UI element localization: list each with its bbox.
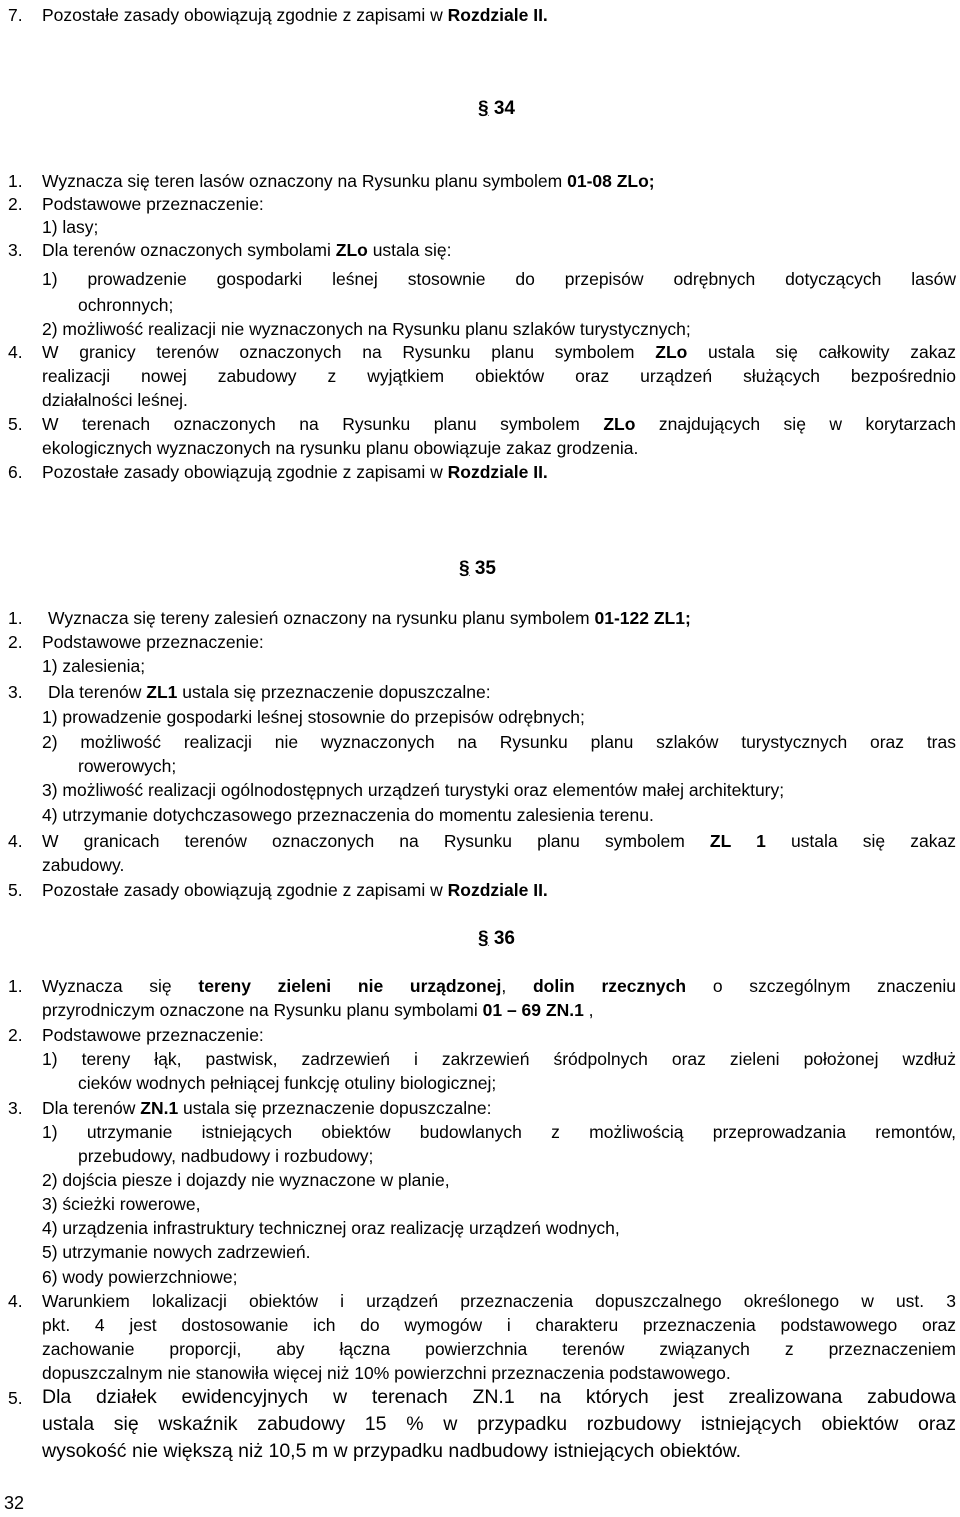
section-heading: § 35 (459, 558, 496, 579)
list-item: 2) dojścia piesze i dojazdy nie wyznaczone w planie, (42, 1170, 450, 1190)
paragraph-line: realizacji nowej zabudowy z wyjątkiem obiektów oraz urządzeń służących bezpośrednio (42, 366, 956, 386)
paragraph-line: dopuszczalnym nie stanowiła więcej niż 10% powierzchni przeznaczenia podstawowego. (42, 1363, 731, 1383)
paragraph-line: Podstawowe przeznaczenie: (42, 632, 264, 652)
list-item-continuation: ochronnych; (78, 295, 174, 315)
item-number: 2. (8, 632, 23, 652)
list-item: 1) prowadzenie gospodarki leśnej stosownie do przepisów odrębnych; (42, 707, 585, 727)
list-item: 3) możliwość realizacji ogólnodostępnych urządzeń turystyki oraz elementów małej architektury; (42, 780, 785, 800)
paragraph-line: Dla terenów ZN.1 ustala się przeznaczenie dopuszczalne: (42, 1098, 492, 1118)
item-number: 3. (8, 1098, 23, 1118)
item-number: 2. (8, 194, 23, 214)
item-number: 7. (8, 5, 23, 25)
item-number: 3. (8, 682, 23, 702)
paragraph-line: W granicach terenów oznaczonych na Rysunku planu symbolem ZL 1 ustala się zakaz (42, 831, 956, 851)
list-item-continuation: rowerowych; (78, 756, 177, 776)
list-item: 1) utrzymanie istniejących obiektów budowlanych z możliwością przeprowadzania remontów, (42, 1122, 956, 1142)
paragraph-line: Dla terenów oznaczonych symbolami ZLo ustala się: (42, 240, 452, 260)
list-item-continuation: cieków wodnych pełniącej funkcję otuliny biologicznej; (78, 1073, 497, 1093)
paragraph-line: zachowanie proporcji, aby łączna powierzchnia terenów związanych z przeznaczeniem (42, 1339, 956, 1359)
item-number: 1. (8, 171, 23, 191)
paragraph-line: Wyznacza się tereny zieleni nie urządzonej, dolin rzecznych o szczególnym znaczeniu (42, 976, 956, 996)
item-number: 5. (8, 880, 23, 900)
paragraph-line: Pozostałe zasady obowiązują zgodnie z zapisami w Rozdziale II. (42, 462, 548, 482)
paragraph-line: wysokość nie większą niż 10,5 m w przypadku nadbudowy istniejących obiektów. (42, 1440, 742, 1462)
item-number: 6. (8, 462, 23, 482)
item-number: 4. (8, 831, 23, 851)
section-heading: § 34 (478, 98, 515, 119)
paragraph-line: Wyznacza się teren lasów oznaczony na Rysunku planu symbolem 01-08 ZLo; (42, 171, 655, 191)
item-number: 4. (8, 342, 23, 362)
item-number: 5. (8, 1388, 23, 1408)
item-number: 3. (8, 240, 23, 260)
list-item: 4) urządzenia infrastruktury technicznej oraz realizację urządzeń wodnych, (42, 1218, 620, 1238)
list-item: 1) lasy; (42, 217, 99, 237)
paragraph-line: Warunkiem lokalizacji obiektów i urządzeń przeznaczenia dopuszczalnego określonego w ust. 3 (42, 1291, 956, 1311)
list-item: 1) prowadzenie gospodarki leśnej stosownie do przepisów odrębnych dotyczących lasów (42, 269, 956, 289)
page-number: 32 (4, 1493, 25, 1513)
list-item: 1) zalesienia; (42, 656, 146, 676)
item-number: 5. (8, 414, 23, 434)
paragraph-line: zabudowy. (42, 855, 125, 875)
item-number: 1. (8, 976, 23, 996)
list-item: 1) tereny łąk, pastwisk, zadrzewień i zakrzewień śródpolnych oraz zieleni położonej wzdłuż (42, 1049, 956, 1069)
paragraph-line: W granicy terenów oznaczonych na Rysunku planu symbolem ZLo ustala się całkowity zakaz (42, 342, 956, 362)
list-item: 2) możliwość realizacji nie wyznaczonych na Rysunku planu szlaków turystycznych oraz tras (42, 732, 956, 752)
list-item: 2) możliwość realizacji nie wyznaczonych na Rysunku planu szlaków turystycznych; (42, 319, 691, 339)
paragraph-line: przyrodniczym oznaczone na Rysunku planu symbolami 01 – 69 ZN.1 , (42, 1000, 594, 1020)
paragraph-line: Pozostałe zasady obowiązują zgodnie z zapisami w Rozdziale II. (42, 880, 548, 900)
list-item: 6) wody powierzchniowe; (42, 1267, 238, 1287)
paragraph-line: W terenach oznaczonych na Rysunku planu symbolem ZLo znajdujących się w korytarzach (42, 414, 956, 434)
paragraph-line: ustala się wskaźnik zabudowy 15 % w przypadku rozbudowy istniejących obiektów oraz (42, 1413, 956, 1435)
item-number: 1. (8, 608, 23, 628)
item-number: 4. (8, 1291, 23, 1311)
paragraph-line: Pozostałe zasady obowiązują zgodnie z zapisami w Rozdziale II. (42, 5, 548, 25)
paragraph-line: Podstawowe przeznaczenie: (42, 194, 264, 214)
paragraph-line: Dla terenów ZL1 ustala się przeznaczenie dopuszczalne: (48, 682, 491, 702)
paragraph-line: Dla działek ewidencyjnych w terenach ZN.1 na których jest zrealizowana zabudowa (42, 1386, 956, 1408)
paragraph-line: Wyznacza się tereny zalesień oznaczony na rysunku planu symbolem 01-122 ZL1; (48, 608, 691, 628)
item-number: 2. (8, 1025, 23, 1045)
list-item: 4) utrzymanie dotychczasowego przeznaczenia do momentu zalesienia terenu. (42, 805, 654, 825)
list-item: 3) ścieżki rowerowe, (42, 1194, 201, 1214)
section-heading: § 36 (478, 928, 515, 949)
paragraph-line: ekologicznych wyznaczonych na rysunku planu obowiązuje zakaz grodzenia. (42, 438, 639, 458)
paragraph-line: Podstawowe przeznaczenie: (42, 1025, 264, 1045)
paragraph-line: pkt. 4 jest dostosowanie ich do wymogów i charakteru przeznaczenia podstawowego oraz (42, 1315, 956, 1335)
list-item: 5) utrzymanie nowych zadrzewień. (42, 1242, 311, 1262)
paragraph-line: działalności leśnej. (42, 390, 188, 410)
list-item-continuation: przebudowy, nadbudowy i rozbudowy; (78, 1146, 374, 1166)
